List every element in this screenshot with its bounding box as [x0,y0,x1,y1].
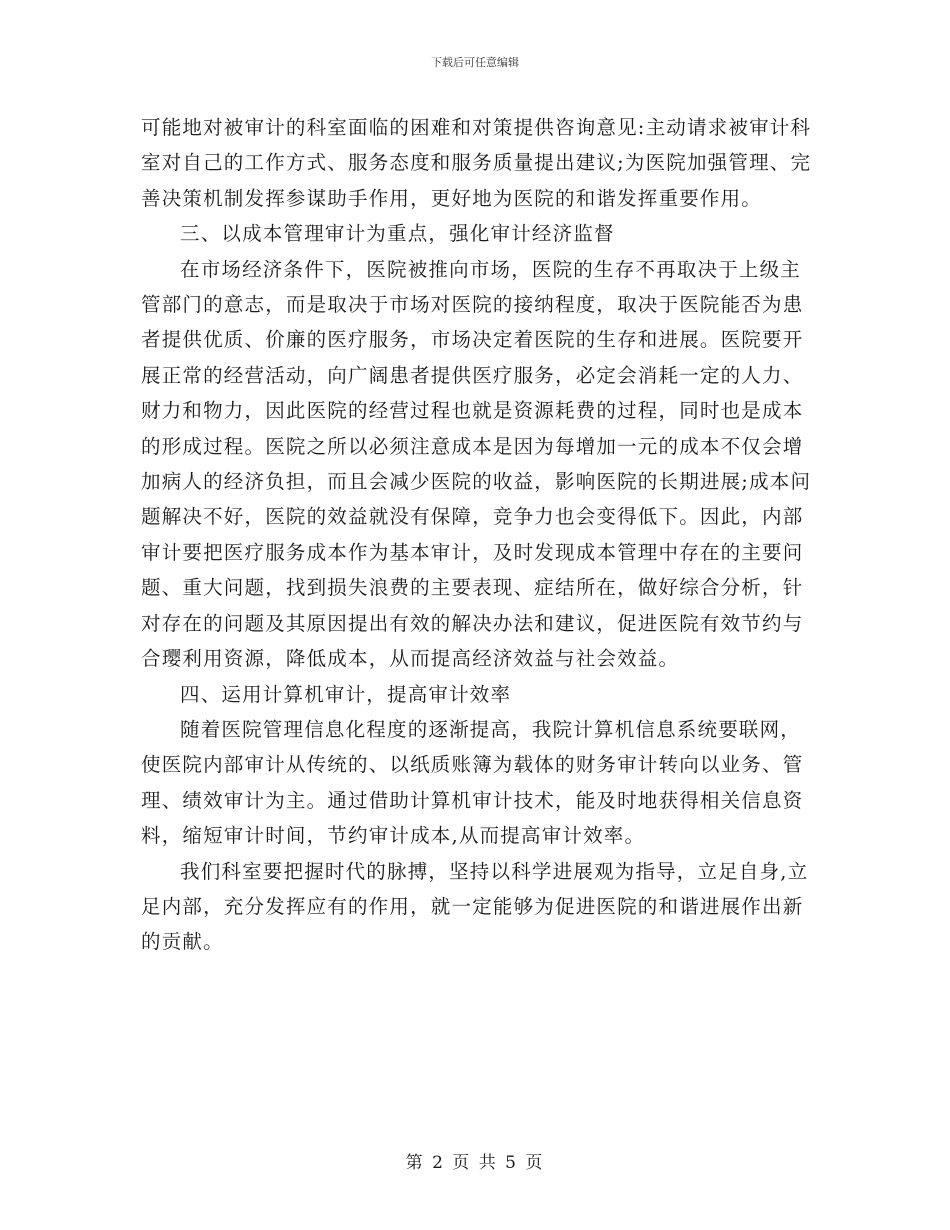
section-heading-3: 三、以成本管理审计为重点，强化审计经济监督 [180,222,615,246]
paragraph-continuation: 可能地对被审计的科室面临的困难和对策提供咨询意见:主动请求被审计科室对自己的工作方式、服务态度和服务质量提出建议;为医院加强管理、完善决策机制发挥参谋助手作用，更好地为医院的和谐发挥重要作用。 [141,116,812,210]
paragraph-computer-audit: 随着医院管理信息化程度的逐渐提高，我院计算机信息系统要联网，使医院内部审计从传统的、以纸质账簿为载体的财务审计转向以业务、管理、绩效审计为主。通过借助计算机审计技术，能及时地获得相关信息资料，缩短审计时间，节约审计成本,从而提高审计效率。 [141,717,804,848]
document-body [141,110,821,960]
section-heading-4: 四、运用计算机审计，提高审计效率 [180,682,512,706]
paragraph-cost-audit: 在市场经济条件下，医院被推向市场，医院的生存不再取决于上级主管部门的意志，而是取决于市场对医院的接纳程度，取决于医院能否为患者提供优质、价廉的医疗服务，市场决定着医院的生存和进展。医院要开展正常的经营活动，向广阔患者提供医疗服务，必定会消耗一定的人力、财力和物力，因此医院的经营过程也就是资源耗费的过程，同时也是成本的形成过程。医院之所以必须注意成本是因为每增加一元的成本不仅会增加病人的经济负担，而且会减少医院的收益，影响医院的长期进展;成本问题解决不好，医院的效益就没有保障，竞争力也会变得低下。因此，内部审计要把医疗服务成本作为基本审计，及时发现成本管理中存在的主要问题、重大问题，找到损失浪费的主要表现、症结所在，做好综合分析，针对存在的问题及其原因提出有效的解决办法和建议，促进医院有效节约与合璎利用资源，降低成本，从而提高经济效益与社会效益。 [141,257,812,671]
header-note: 下载后可任意编辑 [431,56,519,69]
page-number: 第 2 页 共 5 页 [405,1153,545,1173]
paragraph-conclusion: 我们科室要把握时代的脉搏，坚持以科学进展观为指导，立足自身,立足内部，充分发挥应有的作用，就一定能够为促进医院的和谐进展作出新的贡献。 [141,859,809,954]
